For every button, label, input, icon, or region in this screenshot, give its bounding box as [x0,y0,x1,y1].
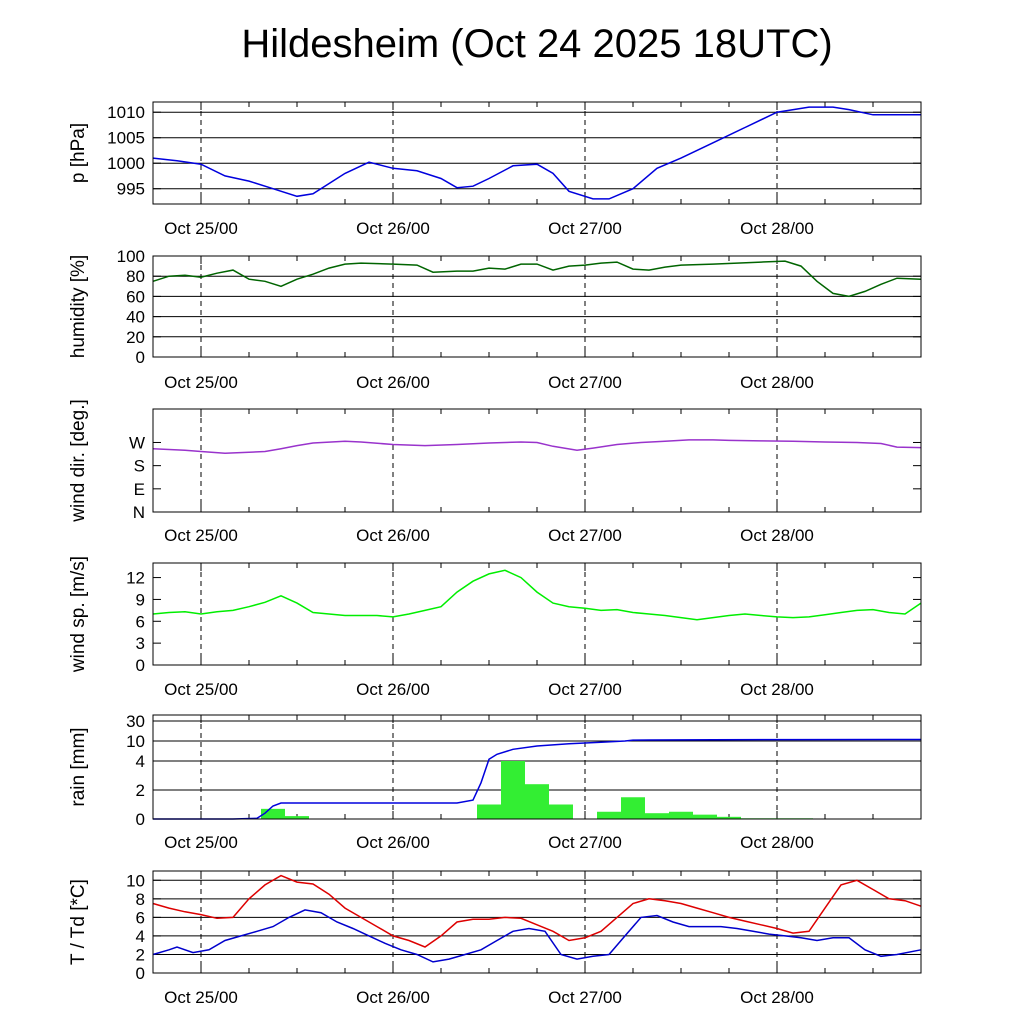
x-tick-label: Oct 28/00 [740,680,814,699]
x-tick-label: Oct 26/00 [356,373,430,392]
y-axis-label: rain [mm] [68,727,89,807]
pressure-line [153,107,921,199]
x-tick-label: Oct 27/00 [548,988,622,1007]
y-tick-label: 6 [135,612,145,632]
x-tick-label: Oct 28/00 [740,526,814,545]
x-tick-label: Oct 27/00 [548,526,622,545]
y-tick-label: 60 [126,287,145,307]
x-tick-label: Oct 27/00 [548,219,622,238]
x-tick-label: Oct 25/00 [164,219,238,238]
rain-bar [669,812,693,819]
y-tick-label: 20 [126,327,145,347]
y-tick-label: 4 [135,752,145,771]
rain-bar [477,805,501,820]
x-tick-label: Oct 26/00 [356,680,430,699]
rain-bar [645,813,669,819]
y-tick-label: 0 [135,656,145,675]
x-tick-label: Oct 25/00 [164,833,238,852]
y-axis-label: p [hPa] [68,122,89,184]
y-tick-label: 9 [135,590,145,610]
x-tick-label: Oct 25/00 [164,988,238,1007]
x-tick-label: Oct 26/00 [356,988,430,1007]
y-tick-label: E [133,479,145,499]
y-tick-label: S [133,456,145,476]
y-tick-label: 1005 [107,128,145,148]
y-tick-label: 2 [135,781,145,800]
x-tick-label: Oct 26/00 [356,219,430,238]
y-tick-label: 12 [126,568,145,588]
y-tick-label: 1010 [107,103,145,123]
y-tick-label: 80 [126,267,145,287]
y-tick-label: 0 [135,964,145,983]
rain-bar [501,761,525,819]
x-tick-label: Oct 28/00 [740,373,814,392]
chart-title: Hildesheim (Oct 24 2025 18UTC) [241,22,833,66]
rain-bar [621,797,645,819]
y-axis-label: wind dir. [deg.] [68,399,89,522]
wind-speed-line [153,570,921,620]
x-tick-label: Oct 25/00 [164,680,238,699]
y-tick-label: 6 [135,908,145,928]
y-tick-label: 1000 [107,154,145,174]
wind-direction-line [153,440,921,453]
y-tick-label: 4 [135,926,145,946]
panel-frame [153,871,921,973]
y-tick-label: 0 [135,348,145,367]
y-tick-label: 3 [135,634,145,654]
x-tick-label: Oct 28/00 [740,219,814,238]
humidity-line [153,261,921,296]
panel-frame [153,409,921,512]
y-tick-label: 10 [126,732,145,751]
x-tick-label: Oct 28/00 [740,833,814,852]
y-tick-label: 0 [135,810,145,829]
y-tick-label: 8 [135,889,145,909]
x-tick-label: Oct 27/00 [548,373,622,392]
y-axis-label: wind sp. [m/s] [68,555,89,673]
x-tick-label: Oct 28/00 [740,988,814,1007]
x-tick-label: Oct 25/00 [164,373,238,392]
rain-bar [525,784,549,819]
panel-frame [153,563,921,665]
y-tick-label: 30 [126,712,145,731]
x-tick-label: Oct 26/00 [356,833,430,852]
rain-bar [597,812,621,819]
y-tick-label: 10 [126,871,145,891]
y-tick-label: W [128,433,145,453]
x-tick-label: Oct 27/00 [548,833,622,852]
x-tick-label: Oct 26/00 [356,526,430,545]
rain-bar [693,815,717,819]
y-axis-label: T / Td [*C] [68,879,89,965]
y-tick-label: 40 [126,307,145,327]
rain-bar [549,805,573,820]
x-tick-label: Oct 27/00 [548,680,622,699]
y-tick-label: 995 [116,179,145,199]
y-tick-label: N [132,503,145,522]
y-tick-label: 100 [116,247,145,266]
y-axis-label: humidity [%] [68,254,89,359]
x-tick-label: Oct 25/00 [164,526,238,545]
y-tick-label: 2 [135,945,145,965]
